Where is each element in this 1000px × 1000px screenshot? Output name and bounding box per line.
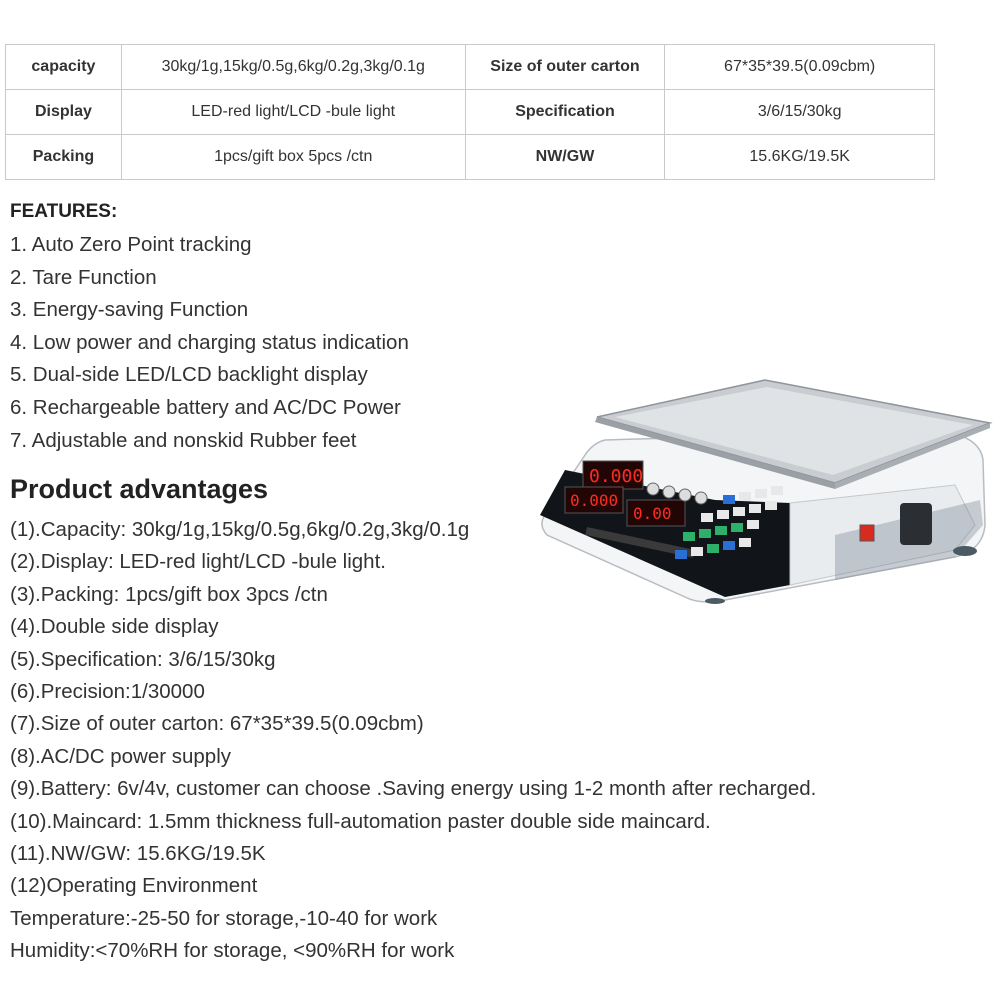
spec-label: capacity — [6, 45, 122, 90]
list-item: (11).NW/GW: 15.6KG/19.5K — [10, 841, 266, 865]
spec-label: Display — [6, 90, 122, 135]
list-item: (2).Display: LED-red light/LCD -bule light. — [10, 550, 386, 574]
display-reading: 0.000 — [589, 466, 644, 487]
spec-label: Size of outer carton — [465, 45, 665, 90]
list-item: 6. Rechargeable battery and AC/DC Power — [10, 395, 401, 419]
table-row — [6, 45, 935, 90]
charging-socket-icon — [900, 503, 932, 545]
list-item: Humidity:<70%RH for storage, <90%RH for work — [10, 939, 455, 963]
spec-label: Specification — [465, 90, 665, 135]
list-item: (1).Capacity: 30kg/1g,15kg/0.5g,6kg/0.2g,3kg/0.1g — [10, 518, 470, 541]
advantages-heading: Product advantages — [10, 474, 269, 504]
list-item: Temperature:-25-50 for storage,-10-40 for work — [10, 906, 438, 930]
spec-value: 3/6/15/30kg — [665, 90, 935, 135]
spec-label: NW/GW — [465, 135, 665, 180]
spec-value: 30kg/1g,15kg/0.5g,6kg/0.2g,3kg/0.1g — [121, 45, 465, 90]
spec-value: 15.6KG/19.5K — [665, 135, 935, 180]
table-row — [6, 90, 935, 135]
list-item: (9).Battery: 6v/4v, customer can choose .Saving energy using 1-2 month after recharged. — [10, 777, 817, 801]
list-item: 2. Tare Function — [10, 265, 157, 289]
spec-label: Packing — [6, 135, 122, 180]
list-item: (8).AC/DC power supply — [10, 744, 232, 768]
features-heading: FEATURES: — [10, 201, 118, 222]
list-item: 5. Dual-side LED/LCD backlight display — [10, 363, 368, 387]
power-switch-icon — [860, 525, 874, 541]
display-reading: 0.000 — [570, 491, 619, 510]
spec-value: LED-red light/LCD -bule light — [121, 90, 465, 135]
list-item: 7. Adjustable and nonskid Rubber feet — [10, 428, 357, 452]
spec-value: 67*35*39.5(0.09cbm) — [665, 45, 935, 90]
list-item: (6).Precision:1/30000 — [10, 679, 205, 703]
list-item: 1. Auto Zero Point tracking — [10, 233, 252, 256]
list-item: (7).Size of outer carton: 67*35*39.5(0.09cbm) — [10, 712, 424, 736]
features-list — [10, 229, 409, 457]
list-item: (12)Operating Environment — [10, 874, 258, 898]
list-item: (10).Maincard: 1.5mm thickness full-automation paster double side maincard. — [10, 809, 711, 833]
list-item: 3. Energy-saving Function — [10, 298, 249, 322]
display-reading: 0.00 — [633, 504, 672, 523]
list-item: 4. Low power and charging status indication — [10, 330, 409, 354]
list-item: (4).Double side display — [10, 615, 219, 639]
list-item: (3).Packing: 1pcs/gift box 3pcs /ctn — [10, 582, 328, 606]
spec-value: 1pcs/gift box 5pcs /ctn — [121, 135, 465, 180]
list-item: (5).Specification: 3/6/15/30kg — [10, 647, 276, 671]
spec-table — [5, 44, 935, 180]
electronic-scale-image — [535, 375, 995, 605]
table-row — [6, 135, 935, 180]
